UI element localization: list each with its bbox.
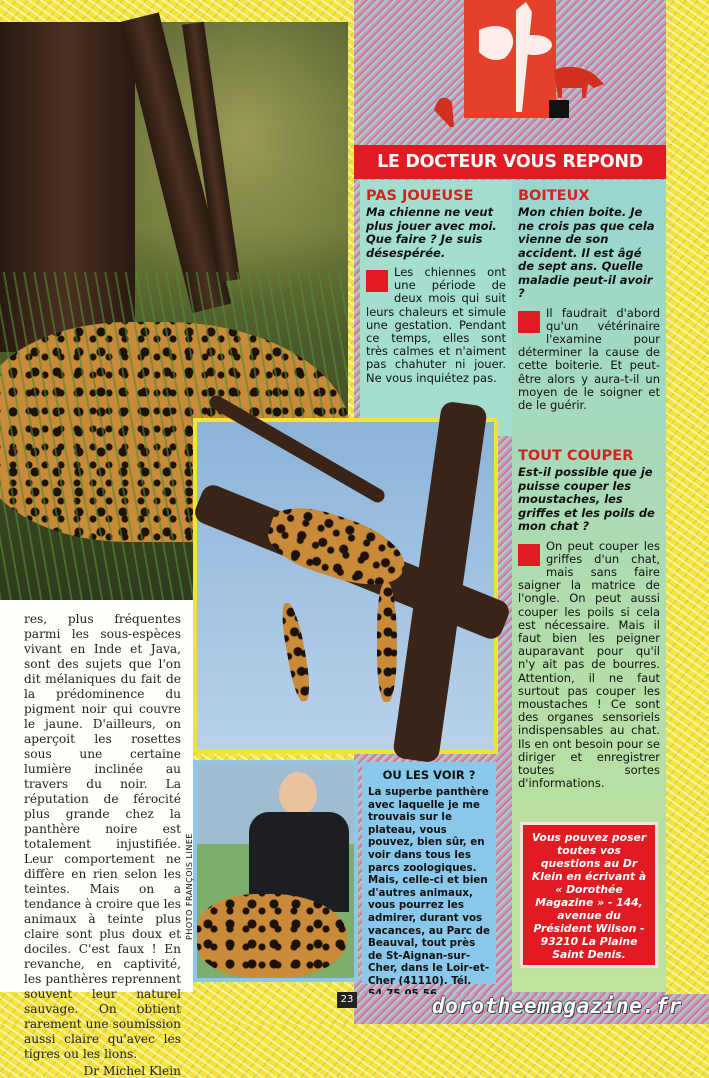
photo-credit: PHOTO FRANÇOIS LINEE <box>185 833 194 940</box>
answer-text: On peut couper les griffes d'un chat, mais sans faire saigner la matrice de l'ongle. On peut aussi couper les poils si cela est nécessaire. Mais il faut bien les peigner auparavant pour qu'il n'y ait pas de bourres. Attention, il ne faut surtout pas couper les moustaches ! Ce sont des organes sensoriels indispensables au chat. Ils en ont besoin pour se diriger et enregistrer toutes sortes d'informations. <box>518 538 660 791</box>
question-title: PAS JOUEUSE <box>366 188 474 204</box>
article-continuation <box>0 600 193 1078</box>
bullet-square-icon <box>518 544 540 566</box>
article-text: res, plus fréquentes parmi les sous-espèces vivant en Inde et Java, sont des sujets que l'on dit mélaniques du fait de la prédominence du pigment noir qui couvre le jaune. D'ailleurs, on aperçoit les rosettes sous une certaine lumière inclinée au travers du noir. La réputation de férocité plus grande chez la panthère noire est totalement injustifiée. Leur comportement ne diffère en rien selon les teintes. Mais on a tendance à croire que les animaux à teinte plus claire sont plus doux et dociles. C'est faux ! En revanche, en captivité, les panthères reprennent souvent leur naturel sauvage. On obtient rarement une soumission aussi claire qu'avec les tigres ou les lions. <box>24 612 181 1061</box>
answer-block <box>518 307 660 413</box>
question-text: Ma chienne ne veut plus jouer avec moi. Que faire ? Je suis désespérée. <box>366 205 497 260</box>
where-to-see-text: La superbe panthère avec laquelle je me trouvais sur le plateau, vous pouvez, bien sûr, en voir dans tous les parcs zoologiques. Mais, celle-ci et bien d'autres animaux, vous pourrez les admirer, durant vos vacances, au Parc de Beauval, tout près de St-Aignan-sur-Cher, dans le Loir-et-Cher (41110). Tél. <box>368 786 490 987</box>
author-signature: Dr Michel Klein <box>83 1064 181 1078</box>
section-title: LE DOCTEUR VOUS REPOND <box>354 145 666 179</box>
doctor-with-leopard-photo <box>193 760 358 982</box>
where-to-see-box <box>362 762 496 987</box>
page-number: 23 <box>337 992 357 1008</box>
question-card-pas-joueuse <box>360 180 512 436</box>
site-watermark: dorotheemagazine.fr <box>432 994 682 1018</box>
leopard-tree-photo <box>193 418 498 754</box>
bullet-square-icon <box>366 270 388 292</box>
question-title: TOUT COUPER <box>518 448 634 465</box>
question-text: Mon chien boite. Je ne crois pas que cela vienne de son accident. Il est âgé de sept ans. Quelle maladie peut-il avoir ? <box>518 205 655 300</box>
where-to-see-title: OU LES VOIR ? <box>382 768 476 782</box>
answer-block <box>518 540 660 791</box>
question-text: Est-il possible que je puisse couper les moustaches, les griffes et les poils de mon chat ? <box>518 465 655 534</box>
animals-illustration <box>424 0 614 145</box>
answer-text: Il faudrait d'abord qu'un vétérinaire l'examine pour déterminer la cause de cette boiterie. Et peut-être alors y aura-t-il un moyen de le soigner et de le guérir. <box>518 305 660 412</box>
answer-text: Les chiennes ont une période de deux mois qui suit leurs chaleurs et simule une gestation. Pendant ce temps, elles sont très calmes et n'aiment pas chahuter ni jouer. Ne vous inquiétez pas. <box>366 265 506 385</box>
question-title: BOITEUX <box>518 188 590 204</box>
bullet-square-icon <box>518 311 540 333</box>
contact-box: Vous pouvez poser toutes vos questions au Dr Klein en écrivant à « Dorothée Magazine » - 144, avenue du Président Wilson - 93210 La Plaine Saint Denis. <box>520 822 658 968</box>
answer-block <box>366 266 506 385</box>
